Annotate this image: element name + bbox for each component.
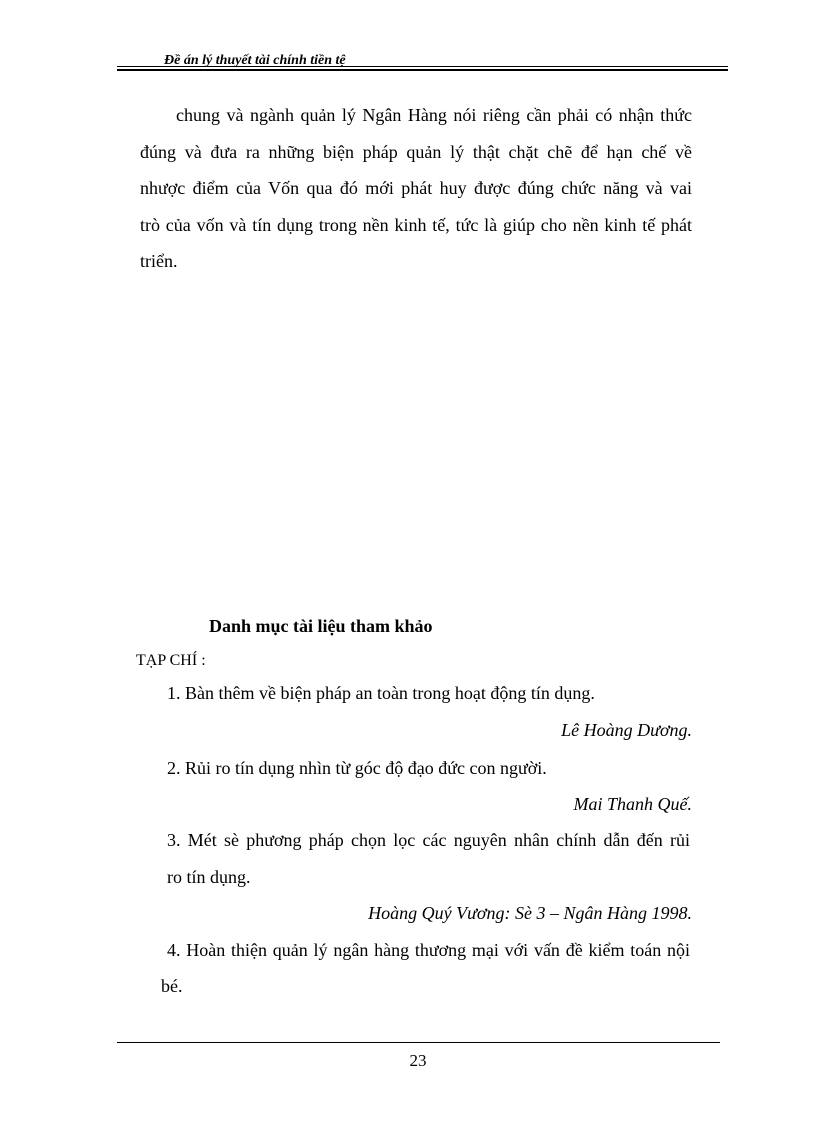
reference-item-author: Mai Thanh Quế.	[573, 794, 692, 814]
body-paragraph	[140, 97, 692, 280]
reference-item-text: 2. Rủi ro tín dụng nhìn từ góc độ đạo đức con người.	[167, 758, 547, 778]
reference-item-text-cont: ro tín dụng.	[167, 867, 251, 887]
header-title: Đề án lý thuyết tài chính tiền tệ	[164, 53, 346, 68]
paragraph-line: trò của vốn và tín dụng trong nền kinh tế, tức là giúp cho nền kinh tế phát	[140, 214, 692, 235]
page-number: 23	[409, 1051, 427, 1070]
footer-rule	[117, 1042, 720, 1043]
reference-item-text: 3. Mét sè phương pháp chọn lọc các nguyên nhân chính dẫn đến rủi	[167, 830, 690, 850]
paragraph-line: đúng và đưa ra những biện pháp quản lý thật chặt chẽ để hạn chế về	[140, 141, 692, 162]
header-rule-thin	[117, 66, 728, 67]
reference-item-text: 4. Hoàn thiện quản lý ngân hàng thương mại với vấn đề kiểm toán nội	[167, 940, 690, 960]
reference-item-author: Lê Hoàng Dương.	[561, 720, 692, 740]
paragraph-line: nhược điểm của Vốn qua đó mới phát huy được đúng chức năng và vai	[140, 178, 692, 198]
reference-item-text: 1. Bàn thêm về biện pháp an toàn trong hoạt động tín dụng.	[167, 683, 595, 703]
reference-item-author: Hoàng Quý Vương: Sè 3 – Ngân Hàng 1998.	[368, 903, 692, 923]
paragraph-line: chung và ngành quản lý Ngân Hàng nói riêng cần phải có nhận thức	[176, 105, 692, 125]
references-category: TẠP CHÍ :	[136, 652, 206, 669]
header-rule-thick	[117, 69, 728, 71]
paragraph-line: triển.	[140, 251, 178, 271]
reference-item-text-cont: bé.	[161, 976, 183, 996]
references-title: Danh mục tài liệu tham khảo	[209, 616, 433, 636]
